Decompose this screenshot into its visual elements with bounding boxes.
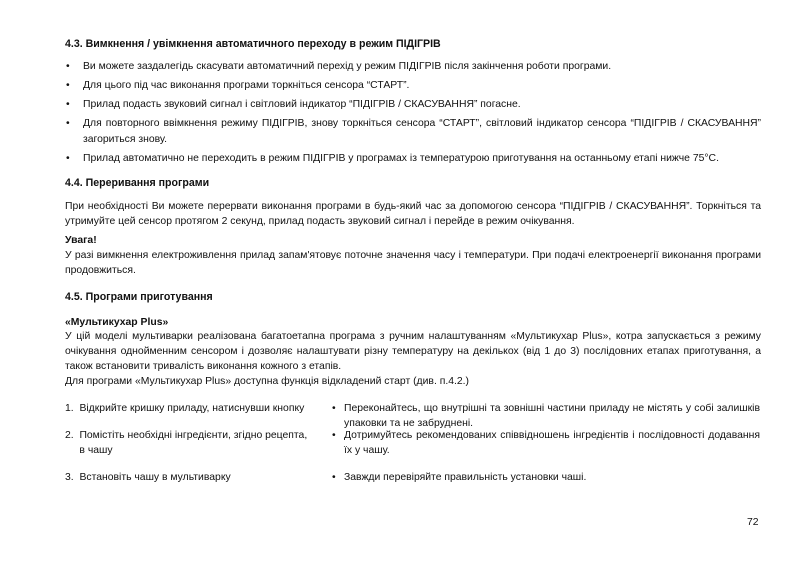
tip-2: • Дотримуйтесь рекомендованих співвідношень інгредієнтів і послідовності додавання їх у чашу. xyxy=(332,430,760,456)
section-4-3-title: 4.3. Вимкнення / увімкнення автоматичного переходу в режим ПІДІГРІВ xyxy=(65,38,441,50)
list-item: • Прилад подасть звуковий сигнал і світловий індикатор “ПІДІГРІВ / СКАСУВАННЯ” погасне. xyxy=(65,97,761,113)
list-item: • Для цього під час виконання програми торкніться сенсора “СТАРТ”. xyxy=(65,78,761,94)
tip-3: • Завжди перевіряйте правильність установки чаші. xyxy=(332,472,587,483)
section-4-4-paragraph: При необхідності Ви можете перервати виконання програми в будь-який час за допомогою сенсора “ПІДІГРІВ / СКАСУВАННЯ”. Торкніться та утримуйте цей сенсор протягом 2 секунд, прилад подасть звуковий сигнал і перейде в режим очікування. xyxy=(65,201,761,227)
bullet-icon: • xyxy=(66,61,70,72)
page-number: 72 xyxy=(747,517,759,528)
bullet-icon: • xyxy=(66,99,70,110)
tip-1: • Переконайтесь, що внутрішні та зовнішні частини приладу не містять у собі залишків упаковки та не забруднені. xyxy=(332,403,760,429)
step-1: 1. Відкрийте кришку приладу, натиснувши кнопку xyxy=(65,403,305,414)
warning-label: Увага! xyxy=(65,235,97,246)
bullet-icon: • xyxy=(332,403,336,414)
section-4-3-bullet-list xyxy=(65,59,761,170)
list-item: • Ви можете заздалегідь скасувати автоматичний перехід у режим ПІДІГРІВ після закінчення роботи програми. xyxy=(65,59,761,75)
list-item: • Для повторного ввімкнення режиму ПІДІГРІВ, знову торкніться сенсора “СТАРТ”, світловий індикатор сенсора “ПІДІГРІВ / СКАСУВАННЯ” загориться знову. xyxy=(66,118,761,145)
bullet-icon: • xyxy=(66,153,70,164)
warning-paragraph: У разі вимкнення електроживлення прилад запам'ятовує поточне значення часу і температури. При подачі електроенергії виконання програми продовжиться. xyxy=(65,250,761,276)
bullet-icon: • xyxy=(66,80,70,91)
section-4-5-title: 4.5. Програми приготування xyxy=(65,291,213,303)
list-item: • Прилад автоматично не переходить в режим ПІДІГРІВ у програмах із температурою приготування на останньому етапі нижче 75°С. xyxy=(65,151,761,167)
step-3: 3. Встановіть чашу в мультиварку xyxy=(65,472,231,483)
section-4-4-title: 4.4. Переривання програми xyxy=(65,177,210,189)
step-2: 2. Помістіть необхідні інгредієнти, згідно рецепта, в чашу xyxy=(65,430,308,456)
bullet-icon: • xyxy=(332,430,336,441)
bullet-icon: • xyxy=(332,472,336,483)
delayed-start-note: Для програми «Мультикухар Plus» доступна функція відкладений старт (див. п.4.2.) xyxy=(65,376,470,387)
bullet-icon: • xyxy=(66,118,70,129)
program-description: У цій моделі мультиварки реалізована багатоетапна програма з ручним налаштуванням «Мультикухар Plus», котра запускається з режиму очікування однойменним сенсором і дозволяє налаштувати різну температуру на декількох (від 1 до 3) послідовних етапах приготування, а також встановити тривалість виконання кожного з етапів. xyxy=(65,331,761,372)
program-subtitle: «Мультикухар Plus» xyxy=(65,317,169,328)
